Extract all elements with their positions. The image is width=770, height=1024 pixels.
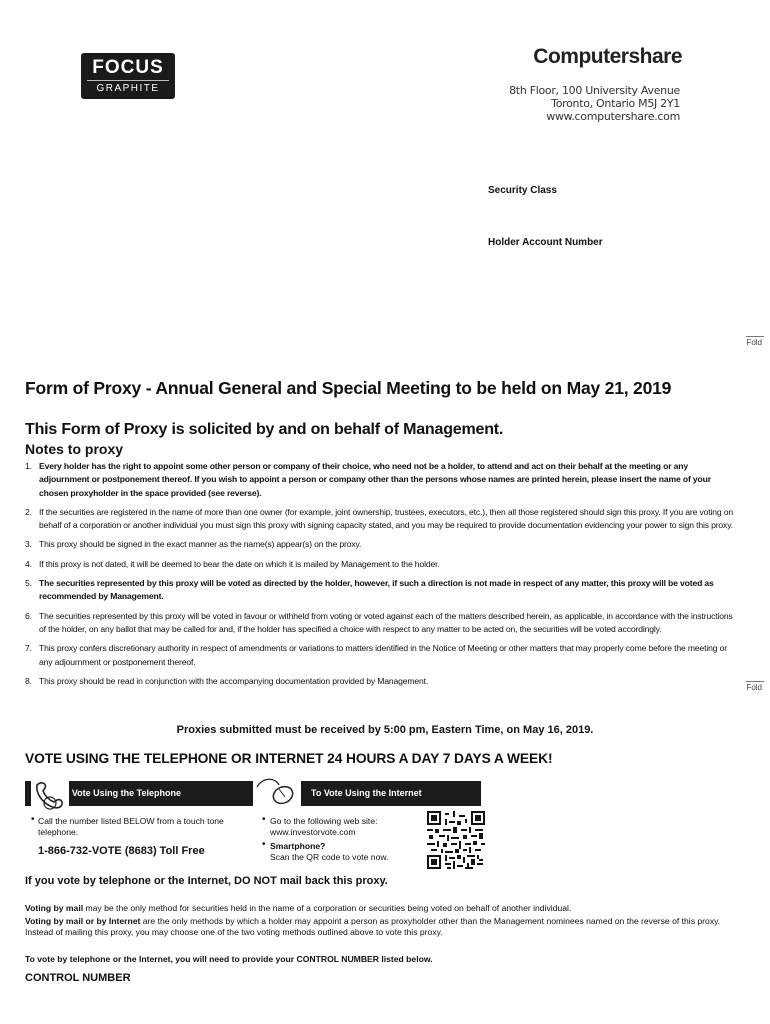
mail-paragraph-2-text: are the only methods by which a holder may appoint a person as proxyholder other than the Management nominees named on the reverse of this proxy. Instead of mailing this proxy, you may choose one of the two voting methods outlined above to vote this proxy.: [25, 916, 721, 937]
note-item: [25, 642, 737, 669]
note-text: If this proxy is not dated, it will be deemed to bear the date on which it is mailed by Management to the holder.: [39, 558, 440, 569]
internet-bar-label: To Vote Using the Internet: [311, 788, 422, 798]
submission-deadline: Proxies submitted must be received by 5:00 pm, Eastern Time, on May 16, 2019.: [176, 724, 594, 736]
logo-line-1: FOCUS: [92, 57, 164, 78]
fold-line-top: [746, 336, 764, 337]
mouse-icon: [253, 775, 301, 809]
notes-heading: Notes to proxy: [25, 441, 124, 457]
mail-paragraph-1-text: may be the only method for securities held in the name of a corporation or securities being voted on behalf of another individual.: [83, 903, 572, 913]
note-number: 7.: [25, 643, 32, 654]
mail-paragraph-2: [25, 916, 741, 938]
internet-vote-bar: [253, 781, 481, 806]
focus-graphite-logo: [81, 53, 175, 99]
note-text: The securities represented by this proxy will be voted as directed by the holder, however, if such a direction is not made in respect of any matter, this proxy will be voted as recommended by Management.: [39, 578, 714, 602]
note-number: 6.: [25, 610, 32, 621]
note-number: 2.: [25, 506, 32, 517]
note-number: 5.: [25, 578, 32, 589]
mail-paragraph-1: [25, 903, 741, 914]
no-mail-notice: If you vote by telephone or the Internet, DO NOT mail back this proxy.: [25, 875, 388, 887]
note-item: [25, 538, 737, 551]
note-item: [25, 558, 737, 571]
toll-free-number[interactable]: 1-866-732-VOTE (8683) Toll Free: [38, 845, 205, 857]
logo-line-2: GRAPHITE: [96, 83, 160, 94]
note-item: [25, 460, 737, 500]
solicitation-statement: This Form of Proxy is solicited by and on behalf of Management.: [25, 421, 504, 438]
note-text: This proxy should be read in conjunction with the accompanying documentation provided by Management.: [39, 675, 429, 686]
holder-account-number-label: Holder Account Number: [488, 237, 603, 248]
security-class-label: Security Class: [488, 185, 557, 196]
telephone-instruction: Call the number listed BELOW from a touch tone telephone.: [38, 816, 224, 837]
mail-paragraph-1-lead: Voting by mail: [25, 903, 84, 913]
note-text: If the securities are registered in the name of more than one owner (for example, joint ownership, trustees, executors, etc.), then all those registered should sign this proxy. If you are voting on behalf of a corporation or another individual you must sign this proxy with signing capacity stated, and you may be required to provide documentation evidencing your power to sign this proxy.: [39, 506, 733, 531]
note-item: [25, 675, 737, 688]
computershare-website: www.computershare.com: [546, 110, 680, 123]
note-item: [25, 577, 737, 604]
note-number: 8.: [25, 675, 32, 686]
note-text: The securities represented by this proxy will be voted in favour or withheld from voting or voted against each of the matters described herein, as applicable, in accordance with the instructions of the holder, on any ballot that may be called for and, if the holder has specified a choice with respect to any matter to be acted on, the securities will be voted accordingly.: [39, 610, 733, 634]
bullet: •: [31, 814, 35, 825]
fold-line-middle: [746, 681, 764, 682]
internet-instruction: Go to the following web site:: [270, 816, 378, 826]
smartphone-label: Smartphone?: [270, 841, 326, 851]
telephone-bar-label: To Vote Using the Telephone: [59, 788, 182, 798]
note-item: [25, 506, 737, 533]
address-line-1: 8th Floor, 100 University Avenue: [509, 84, 680, 97]
smartphone-text: Scan the QR code to vote now.: [270, 852, 389, 862]
note-number: 1.: [25, 461, 32, 471]
note-text: This proxy confers discretionary authority in respect of amendments or variations to matters identified in the Notice of Meeting or other matters that may properly come before the meeting or any adjournment or postponement thereof.: [39, 643, 727, 667]
fold-mark-middle: Fold: [746, 683, 762, 692]
notes-list: [25, 460, 737, 694]
bullet: •: [262, 839, 266, 850]
note-number: 4.: [25, 558, 32, 569]
logo-divider: [87, 80, 169, 81]
fold-mark-top: Fold: [746, 338, 762, 347]
mail-paragraph-2-lead: Voting by mail or by Internet: [25, 916, 141, 926]
computershare-logo: Computershare: [533, 45, 682, 68]
telephone-vote-bar: [25, 781, 253, 806]
note-item: [25, 610, 737, 637]
control-number-heading: CONTROL NUMBER: [25, 972, 131, 984]
investorvote-link[interactable]: www.investorvote.com: [270, 827, 356, 837]
form-title: Form of Proxy - Annual General and Special Meeting to be held on May 21, 2019: [25, 378, 672, 398]
note-text: This proxy should be signed in the exact manner as the name(s) appear(s) on the proxy.: [39, 539, 362, 550]
bullet: •: [262, 814, 266, 825]
note-text: Every holder has the right to appoint some other person or company of their choice, who need not be a holder, to attend and act on their behalf at the meeting or any adjournment or postponement thereof. If you wish to appoint a person or company other than the persons whose names are printed herein, please insert the name of your chosen proxyholder in the space provided (see reverse).: [39, 461, 711, 498]
address-line-2: Toronto, Ontario M5J 2Y1: [551, 97, 680, 110]
vote-heading: VOTE USING THE TELEPHONE OR INTERNET 24 HOURS A DAY 7 DAYS A WEEK!: [25, 751, 553, 766]
note-number: 3.: [25, 539, 32, 550]
control-number-notice: To vote by telephone or the Internet, you will need to provide your CONTROL NUMBER listed below.: [25, 954, 433, 964]
qr-code-icon[interactable]: [427, 811, 485, 869]
